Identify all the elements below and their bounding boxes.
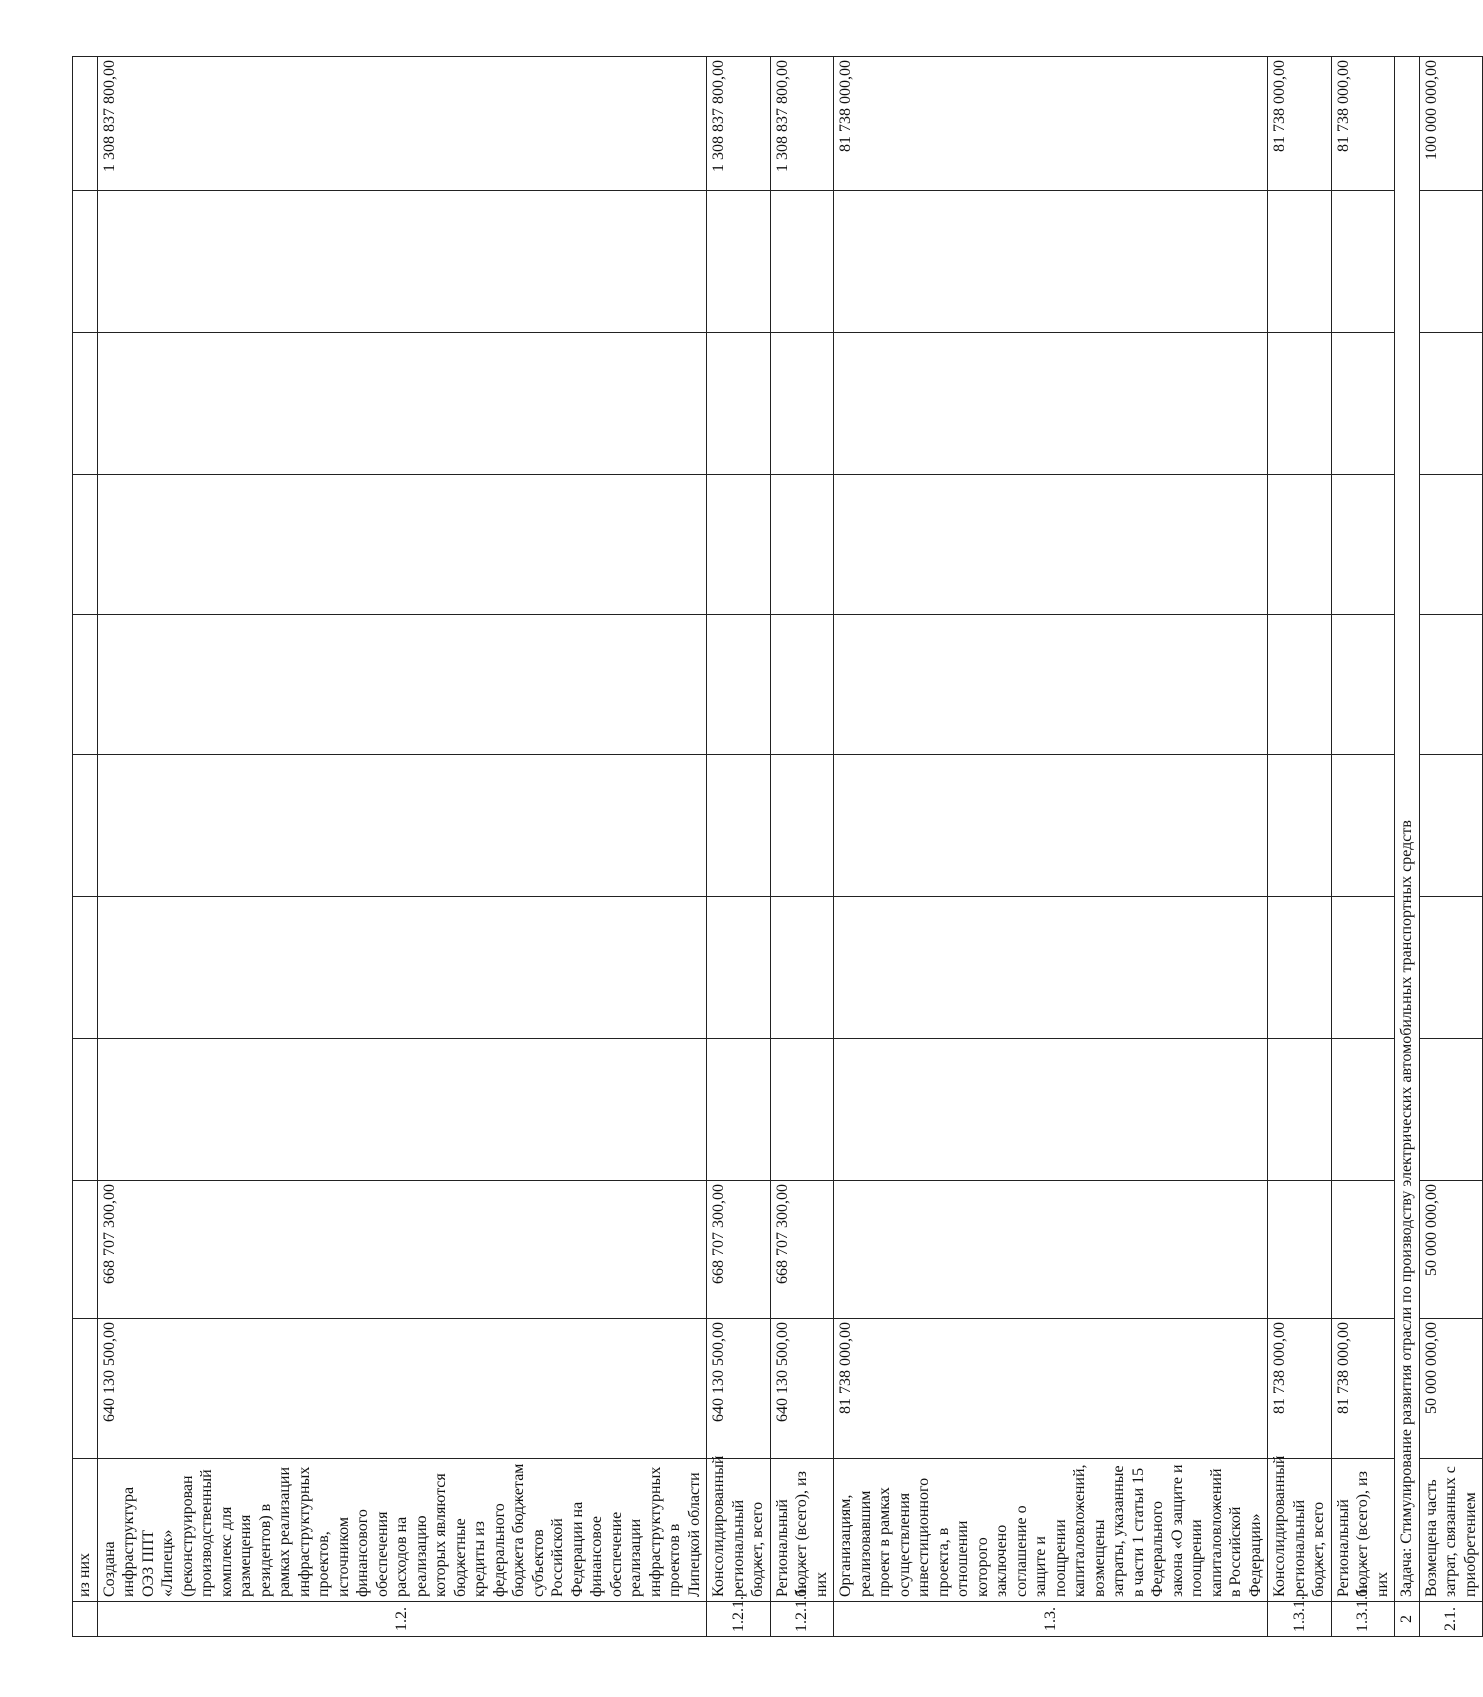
row-code: 2.1. <box>1419 1602 1483 1637</box>
cell-empty <box>1268 333 1332 475</box>
amount-cell: 50 000 000,00 <box>1419 1319 1483 1459</box>
row-code: 1.2.1. <box>707 1602 771 1637</box>
cell-empty <box>707 191 771 333</box>
cell-empty <box>1268 1039 1332 1181</box>
cell-empty <box>834 333 1268 475</box>
cell-empty <box>1268 755 1332 897</box>
row-name: Консолидированный региональный бюджет, всего <box>707 1459 771 1602</box>
amount-cell: 640 130 500,00 <box>97 1319 707 1459</box>
cell-empty <box>73 57 98 191</box>
cell-empty <box>73 475 98 615</box>
cell-empty <box>1419 475 1483 615</box>
cell-empty <box>707 475 771 615</box>
cell-empty <box>834 897 1268 1039</box>
cell-empty <box>770 755 834 897</box>
row-code <box>73 1602 98 1637</box>
amount-cell: 1 308 837 800,00 <box>707 57 771 191</box>
cell-empty <box>1331 191 1395 333</box>
cell-empty <box>707 615 771 755</box>
table-row <box>1419 57 1483 1637</box>
cell-empty <box>73 755 98 897</box>
table-row <box>1331 57 1395 1637</box>
cell-empty <box>97 615 707 755</box>
row-name: Создана инфраструктура ОЭЗ ППТ «Липецк» (реконструирован производственный комплекс для размещения резидентов) в рамках реализации инфраструктурных проектов, источником финансового обеспечения расходов на реализацию которых являются бюджетные кредиты из федерального бюджета бюджетам субъектов Российской Федерации на финансовое обеспечение реализации инфраструктурных проектов в Липецкой области <box>97 1459 707 1602</box>
cell-empty <box>97 897 707 1039</box>
cell-empty <box>1419 615 1483 755</box>
table-row <box>770 57 834 1637</box>
cell-empty <box>1331 333 1395 475</box>
cell-empty <box>1419 191 1483 333</box>
cell-empty <box>834 191 1268 333</box>
cell-empty <box>1331 615 1395 755</box>
table-row <box>1268 57 1332 1637</box>
amount-cell: 1 308 837 800,00 <box>770 57 834 191</box>
table-row <box>834 57 1268 1637</box>
cell-empty <box>707 333 771 475</box>
cell-empty <box>73 1039 98 1181</box>
cell-empty <box>1331 897 1395 1039</box>
row-code: 1.3.1. <box>1268 1602 1332 1637</box>
amount-cell <box>834 1181 1268 1319</box>
cell-empty <box>1268 475 1332 615</box>
cell-empty <box>834 475 1268 615</box>
cell-empty <box>97 475 707 615</box>
cell-empty <box>1419 755 1483 897</box>
cell-empty <box>1268 615 1332 755</box>
cell-empty <box>73 333 98 475</box>
cell-empty <box>1331 475 1395 615</box>
cell-empty <box>1419 333 1483 475</box>
cell-empty <box>770 475 834 615</box>
amount-cell: 1 308 837 800,00 <box>97 57 707 191</box>
cell-empty <box>1419 1039 1483 1181</box>
task-title: Задача: Стимулирование развития отрасли по производству электрических автомобильных транспортных средств <box>1395 57 1420 1602</box>
rotated-page <box>72 57 1479 1637</box>
cell-empty <box>1268 191 1332 333</box>
cell-empty <box>707 755 771 897</box>
table-row <box>97 57 707 1637</box>
cell-empty <box>707 1039 771 1181</box>
cell-empty <box>97 1039 707 1181</box>
task-row <box>1395 57 1420 1637</box>
cell-empty <box>73 1319 98 1459</box>
cell-empty <box>1419 897 1483 1039</box>
amount-cell: 640 130 500,00 <box>707 1319 771 1459</box>
cell-empty <box>73 615 98 755</box>
amount-cell: 81 738 000,00 <box>1331 1319 1395 1459</box>
amount-cell: 668 707 300,00 <box>707 1181 771 1319</box>
cell-empty <box>97 755 707 897</box>
amount-cell: 668 707 300,00 <box>770 1181 834 1319</box>
cell-empty <box>770 191 834 333</box>
row-code: 1.2.1.1. <box>770 1602 834 1637</box>
cell-empty <box>1331 1039 1395 1181</box>
amount-cell: 81 738 000,00 <box>834 57 1268 191</box>
budget-table <box>72 56 1483 1637</box>
amount-cell: 81 738 000,00 <box>1268 1319 1332 1459</box>
row-code: 2 <box>1395 1602 1420 1637</box>
cell-empty <box>73 1181 98 1319</box>
cell-empty <box>834 755 1268 897</box>
amount-cell: 81 738 000,00 <box>834 1319 1268 1459</box>
row-name: Консолидированный региональный бюджет, всего <box>1268 1459 1332 1602</box>
row-code: 1.3.1.1. <box>1331 1602 1395 1637</box>
row-name: Региональный бюджет (всего), из них <box>1331 1459 1395 1602</box>
cell-empty <box>834 1039 1268 1181</box>
amount-cell <box>1331 1181 1395 1319</box>
row-name: Возмещена часть затрат, связанных с приобретением <box>1419 1459 1483 1602</box>
amount-cell: 81 738 000,00 <box>1268 57 1332 191</box>
cell-empty <box>97 191 707 333</box>
amount-cell: 50 000 000,00 <box>1419 1181 1483 1319</box>
cell-empty <box>1331 755 1395 897</box>
amount-cell: 668 707 300,00 <box>97 1181 707 1319</box>
cell-empty <box>97 333 707 475</box>
amount-cell: 100 000 000,00 <box>1419 57 1483 191</box>
table-row <box>73 57 98 1637</box>
cell-empty <box>73 191 98 333</box>
cell-empty <box>770 615 834 755</box>
cell-empty <box>73 897 98 1039</box>
row-name: Региональный бюджет (всего), из них <box>770 1459 834 1602</box>
row-code: 1.3. <box>834 1602 1268 1637</box>
amount-cell: 640 130 500,00 <box>770 1319 834 1459</box>
table-row <box>707 57 771 1637</box>
row-name: Организациям, реализовавшим проект в рамках осуществления инвестиционного проекта, в отношении которого заключено соглашение о защите и поощрении капиталовложений, возмещены затраты, указанные в части 1 статьи 15 Федерального закона «О защите и поощрении капиталовложений в Российской Федерации» <box>834 1459 1268 1602</box>
amount-cell <box>1268 1181 1332 1319</box>
amount-cell: 81 738 000,00 <box>1331 57 1395 191</box>
cell-empty <box>707 897 771 1039</box>
cell-empty <box>1268 897 1332 1039</box>
row-code: 1.2. <box>97 1602 707 1637</box>
cell-empty <box>770 1039 834 1181</box>
cell-empty <box>770 333 834 475</box>
cell-empty <box>770 897 834 1039</box>
row-name: из них <box>73 1459 98 1602</box>
cell-empty <box>834 615 1268 755</box>
